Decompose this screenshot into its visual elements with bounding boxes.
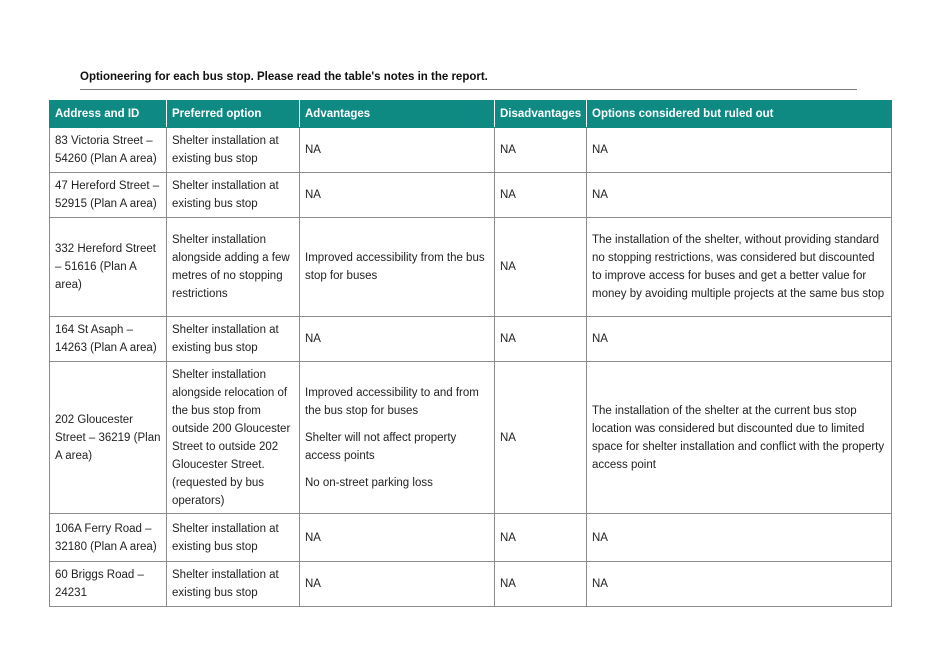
- advantages-cell: [300, 514, 495, 562]
- address-cell: 60 Briggs Road – 24231: [50, 562, 167, 607]
- advantages-cell: [300, 562, 495, 607]
- disadvantages-cell: NA: [495, 173, 587, 218]
- advantage-item: NA: [305, 189, 321, 201]
- optioneering-table: [49, 100, 892, 607]
- ruled-out-cell: NA: [587, 128, 892, 173]
- disadvantages-cell: NA: [495, 218, 587, 317]
- table-row: [50, 317, 892, 362]
- disadvantages-cell: NA: [495, 128, 587, 173]
- advantage-item: No on-street parking loss: [305, 476, 433, 489]
- preferred-option-cell: Shelter installation alongside relocation of the bus stop from outside 200 Gloucester Street to outside 202 Gloucester Street. (requested by bus operators): [167, 362, 300, 514]
- address-cell: 332 Hereford Street – 51616 (Plan A area): [50, 218, 167, 317]
- header-address: Address and ID: [50, 101, 167, 128]
- advantages-cell: [300, 362, 495, 514]
- preferred-option-cell: Shelter installation at existing bus stop: [167, 317, 300, 362]
- preferred-option-cell: Shelter installation at existing bus stop: [167, 128, 300, 173]
- ruled-out-cell: NA: [587, 514, 892, 562]
- table-row: [50, 514, 892, 562]
- ruled-out-cell: The installation of the shelter, without providing standard no stopping restrictions, was considered but discounted to improve access for buses and get a better value for money by avoiding multiple projects at the same bus stop: [587, 218, 892, 317]
- ruled-out-cell: The installation of the shelter at the current bus stop location was considered but discounted due to limited space for shelter installation and conflict with the property access point: [587, 362, 892, 514]
- preferred-option-cell: Shelter installation at existing bus stop: [167, 562, 300, 607]
- advantage-item: Improved accessibility to and from the bus stop for buses: [305, 386, 479, 417]
- ruled-out-cell: NA: [587, 173, 892, 218]
- advantage-item: Shelter will not affect property access points: [305, 431, 457, 462]
- disadvantages-cell: NA: [495, 562, 587, 607]
- advantage-item: NA: [305, 531, 321, 544]
- table-row: [50, 362, 892, 514]
- address-cell: 202 Gloucester Street – 36219 (Plan A area): [50, 362, 167, 514]
- address-cell: 47 Hereford Street – 52915 (Plan A area): [50, 173, 167, 218]
- address-cell: 106A Ferry Road – 32180 (Plan A area): [50, 514, 167, 562]
- header-disadvantages: Disadvantages: [495, 101, 587, 128]
- header-ruled-out: Options considered but ruled out: [587, 101, 892, 128]
- table-row: [50, 173, 892, 218]
- disadvantages-cell: NA: [495, 317, 587, 362]
- address-cell: 83 Victoria Street – 54260 (Plan A area): [50, 128, 167, 173]
- table-row: [50, 218, 892, 317]
- preferred-option-cell: Shelter installation alongside adding a few metres of no stopping restrictions: [167, 218, 300, 317]
- ruled-out-cell: NA: [587, 562, 892, 607]
- advantage-item: Improved accessibility from the bus stop for buses: [305, 252, 485, 282]
- table-row: [50, 562, 892, 607]
- advantages-cell: [300, 218, 495, 317]
- disadvantages-cell: NA: [495, 514, 587, 562]
- disadvantages-cell: NA: [495, 362, 587, 514]
- table-row: [50, 128, 892, 173]
- caption-divider: [80, 89, 857, 90]
- table-caption: Optioneering for each bus stop. Please read the table's notes in the report.: [80, 71, 488, 83]
- header-preferred-option: Preferred option: [167, 101, 300, 128]
- advantage-item: NA: [305, 578, 321, 590]
- address-cell: 164 St Asaph – 14263 (Plan A area): [50, 317, 167, 362]
- advantage-item: NA: [305, 333, 321, 345]
- preferred-option-cell: Shelter installation at existing bus stop: [167, 173, 300, 218]
- header-advantages: Advantages: [300, 101, 495, 128]
- preferred-option-cell: Shelter installation at existing bus stop: [167, 514, 300, 562]
- advantages-cell: [300, 128, 495, 173]
- table-header-row: [50, 101, 892, 128]
- advantages-cell: [300, 173, 495, 218]
- advantage-item: NA: [305, 144, 321, 156]
- advantages-cell: [300, 317, 495, 362]
- ruled-out-cell: NA: [587, 317, 892, 362]
